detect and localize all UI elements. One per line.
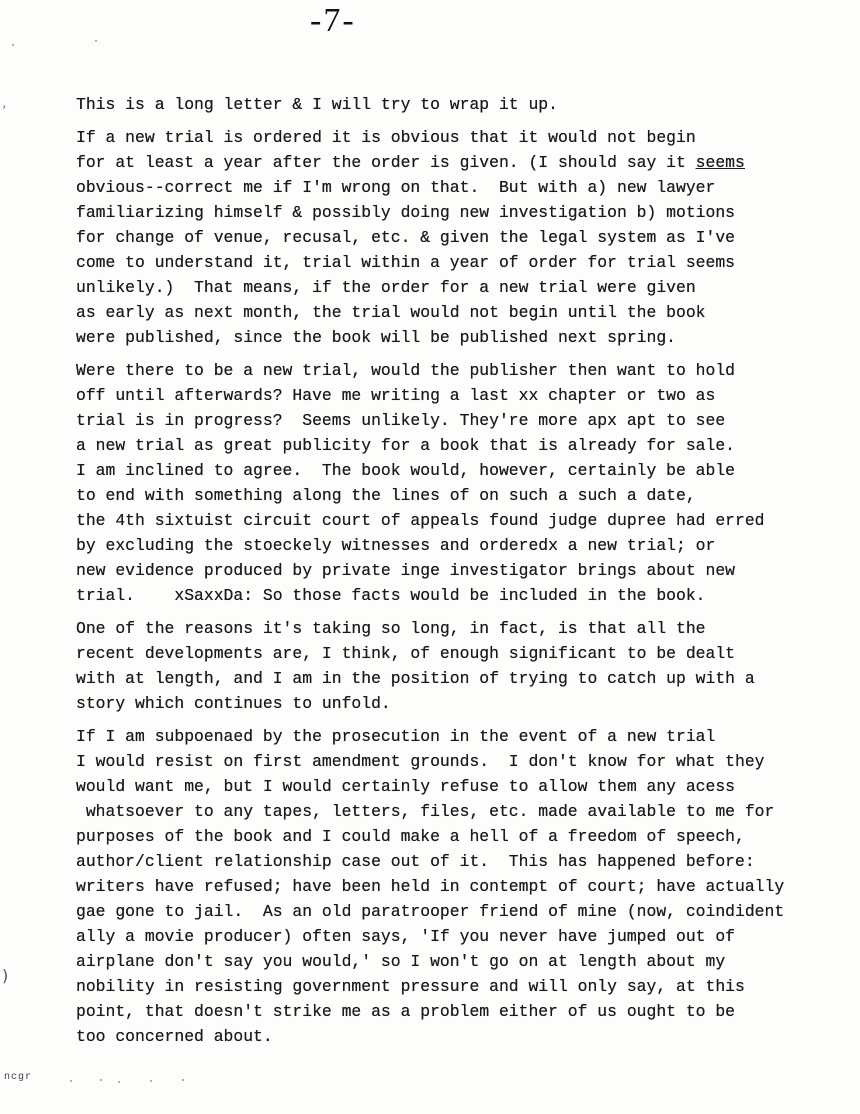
text-line: I am inclined to agree. The book would, however, certainly be able bbox=[76, 461, 736, 480]
text-line: nobility in resisting government pressure and will only say, at this bbox=[76, 977, 745, 996]
scan-speck bbox=[118, 1081, 120, 1083]
text-line: with at length, and I am in the position of trying to catch up with a bbox=[76, 669, 755, 688]
text-line: to end with something along the lines of on such a such a date, bbox=[76, 486, 696, 505]
text-line: gae gone to jail. As an old paratrooper friend of mine (now, coindident bbox=[76, 902, 785, 921]
text-line: for change of venue, recusal, etc. & given the legal system as I've bbox=[76, 228, 736, 247]
paragraph-subpoena bbox=[76, 724, 816, 1049]
text-line: off until afterwards? Have me writing a last xx chapter or two as bbox=[76, 386, 716, 405]
text-line: ally a movie producer) often says, 'If you never have jumped out of bbox=[76, 927, 736, 946]
text-line: author/client relationship case out of it. This has happened before: bbox=[76, 852, 755, 871]
text-line: writers have refused; have been held in contempt of court; have actually bbox=[76, 877, 785, 896]
text-line: recent developments are, I think, of enough significant to be dealt bbox=[76, 644, 736, 663]
letter-body bbox=[76, 92, 816, 1057]
text-line: trial. xSaxxDa: So those facts would be included in the book. bbox=[76, 586, 706, 605]
text-line: trial is in progress? Seems unlikely. They're more apx apt to see bbox=[76, 411, 726, 430]
text-line: I would resist on first amendment grounds. I don't know for what they bbox=[76, 752, 765, 771]
text-line: unlikely.) That means, if the order for a new trial were given bbox=[76, 278, 696, 297]
text-line: story which continues to unfold. bbox=[76, 694, 391, 713]
scan-speck bbox=[70, 1080, 72, 1082]
text-line bbox=[76, 150, 816, 175]
text-line: come to understand it, trial within a year of order for trial seems bbox=[76, 253, 736, 272]
text-line: purposes of the book and I could make a hell of a freedom of speech, bbox=[76, 827, 745, 846]
text-line: whatsoever to any tapes, letters, files, etc. made available to me for bbox=[76, 802, 775, 821]
text-line: the 4th sixtuist circuit court of appeals found judge dupree had erred bbox=[76, 511, 765, 530]
text-line: point, that doesn't strike me as a problem either of us ought to be bbox=[76, 1002, 736, 1021]
text-line: obvious--correct me if I'm wrong on that. But with a) new lawyer bbox=[76, 178, 716, 197]
margin-bracket-icon: ) bbox=[2, 966, 9, 985]
text-line: too concerned about. bbox=[76, 1027, 273, 1046]
text-segment: for at least a year after the order is given. (I should say it bbox=[76, 153, 696, 172]
text-line: If a new trial is ordered it is obvious that it would not begin bbox=[76, 128, 696, 147]
paragraph-intro bbox=[76, 92, 816, 117]
text-line: One of the reasons it's taking so long, in fact, is that all the bbox=[76, 619, 706, 638]
text-line: a new trial as great publicity for a book that is already for sale. bbox=[76, 436, 736, 455]
underlined-word: seems bbox=[695, 153, 745, 172]
footer-scan-specks: ncgr bbox=[4, 1072, 33, 1083]
text-line: were published, since the book will be published next spring. bbox=[76, 328, 676, 347]
scan-speck bbox=[100, 1079, 102, 1081]
scan-speck bbox=[150, 1080, 152, 1082]
text-line: as early as next month, the trial would not begin until the book bbox=[76, 303, 706, 322]
text-line: would want me, but I would certainly refuse to allow them any acess bbox=[76, 777, 736, 796]
text-line: Were there to be a new trial, would the publisher then want to hold bbox=[76, 361, 736, 380]
text-line: new evidence produced by private inge investigator brings about new bbox=[76, 561, 736, 580]
text-line: This is a long letter & I will try to wrap it up. bbox=[76, 95, 558, 114]
paragraph-publisher bbox=[76, 358, 816, 608]
scan-speck bbox=[95, 40, 97, 42]
page-number: -7- bbox=[310, 2, 356, 39]
text-line: familiarizing himself & possibly doing new investigation b) motions bbox=[76, 203, 736, 222]
text-line: airplane don't say you would,' so I won't go on at length about my bbox=[76, 952, 726, 971]
scan-speck bbox=[182, 1079, 184, 1081]
scan-speck bbox=[12, 44, 14, 46]
text-line: by excluding the stoeckely witnesses and orderedx a new trial; or bbox=[76, 536, 716, 555]
paragraph-reasons bbox=[76, 616, 816, 716]
paragraph-new-trial-timing bbox=[76, 125, 816, 350]
text-line: If I am subpoenaed by the prosecution in the event of a new trial bbox=[76, 727, 716, 746]
margin-mark-icon: ’ bbox=[2, 104, 7, 120]
